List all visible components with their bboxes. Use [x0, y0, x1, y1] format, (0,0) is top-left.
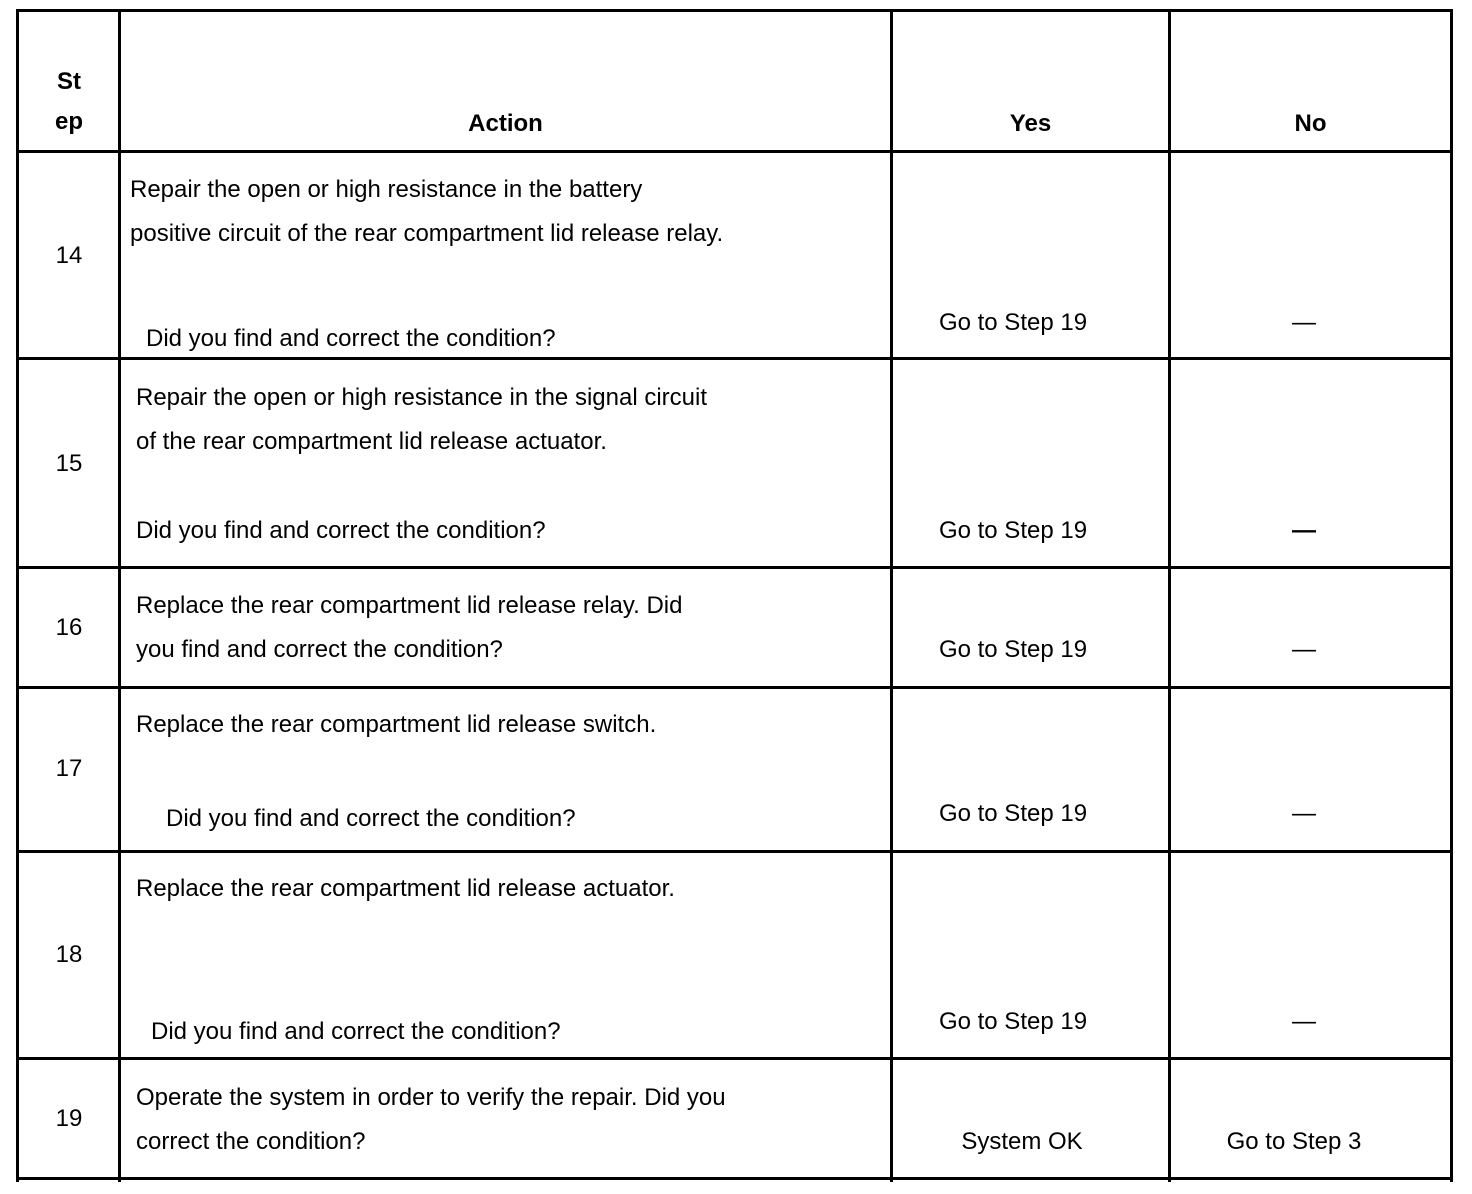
action-text: correct the condition?: [136, 1128, 366, 1155]
action-question: Did you find and correct the condition?: [166, 805, 576, 832]
action-question: Did you find and correct the condition?: [146, 325, 556, 352]
no-result: —: [1292, 517, 1316, 544]
action-text: of the rear compartment lid release actuator.: [136, 428, 607, 455]
action-question: Did you find and correct the condition?: [136, 517, 546, 544]
action-text: Operate the system in order to verify the repair. Did you: [136, 1084, 726, 1111]
header-action: Action: [468, 110, 543, 137]
action-text: positive circuit of the rear compartment lid release relay.: [130, 220, 724, 247]
header-step: St ep: [54, 68, 83, 135]
yes-result: Go to Step 19: [938, 800, 1088, 827]
action-text: Replace the rear compartment lid release switch.: [136, 711, 657, 738]
action-text: Repair the open or high resistance in the signal circuit: [136, 384, 707, 411]
no-result: —: [1292, 1008, 1316, 1035]
header-yes: Yes: [1009, 110, 1052, 137]
yes-result: Go to Step 19: [938, 636, 1088, 663]
step-number: 19: [55, 1105, 83, 1132]
action-text: you find and correct the condition?: [136, 636, 503, 663]
no-result: Go to Step 3: [1226, 1128, 1362, 1155]
no-result: —: [1292, 636, 1316, 663]
step-number: 16: [55, 614, 83, 641]
step-number: 15: [55, 450, 83, 477]
yes-result: Go to Step 19: [938, 1008, 1088, 1035]
no-result: —: [1292, 800, 1316, 827]
yes-result: Go to Step 19: [938, 309, 1088, 336]
yes-result: Go to Step 19: [938, 517, 1088, 544]
step-number: 14: [55, 242, 83, 269]
step-number: 17: [55, 755, 83, 782]
action-text: Repair the open or high resistance in the battery: [130, 176, 643, 203]
no-result: —: [1292, 309, 1316, 336]
action-text: Replace the rear compartment lid release relay. Did: [136, 592, 683, 619]
header-no: No: [1294, 110, 1327, 137]
step-number: 18: [55, 941, 83, 968]
action-question: Did you find and correct the condition?: [151, 1018, 561, 1045]
action-text: Replace the rear compartment lid release actuator.: [136, 875, 675, 902]
yes-result: System OK: [961, 1128, 1083, 1155]
